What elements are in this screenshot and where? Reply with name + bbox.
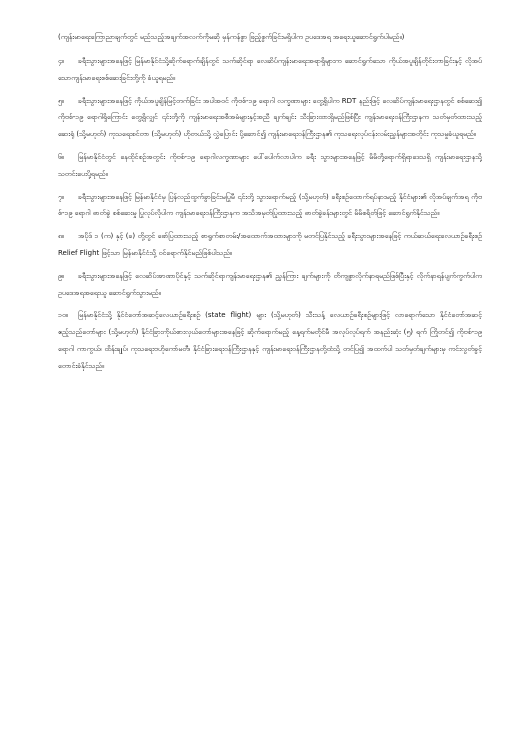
paragraph-9: [58, 268, 482, 302]
paragraph-text: ခရီးသွားများအနေဖြင့် ကိုယ်အပူချိန်မြင့်တက်ခြင်း အပါအဝင် ကိုဗစ်-၁၉ ရောဂါ လက္ခဏာများ တွေ့ရှိပါက RDT နည်းဖြင့် လေဆိပ်ကျန်းမာရေးဌာနတွင် စစ်ဆေး၍ ကိုဗစ်-၁၉ ရောဂါရှိကြောင်း တွေ့ရှိလျှင် ၎င်းတို့ကို ကျန်းမာရေးအစီအမံများနှင့်အညီ ချက်ချင်း သီးခြားထားရှိမည်ဖြစ်ပြီး ကျန်းမာရေးဝန်ကြီးဌာနက သတ်မှတ်ထားသည့် ဆေးရုံ (သို့မဟုတ်) ကုသရေးစင်တာ (သို့မဟုတ်) ဟိုတယ်သို့ လွှဲပြောင်း ပို့ဆောင်၍ ကျန်းမာရေးဝန်ကြီးဌာန၏ ကုသရေးလုပ်ငန်းလမ်းညွှန်များအတိုင်း ကုသမှုခံယူရမည်။: [58, 96, 482, 139]
paragraph-8: [58, 228, 482, 262]
paragraph-number: ၈။: [58, 232, 65, 241]
paragraph-number: ၆။: [58, 152, 65, 161]
paragraph-number: ၇။: [58, 192, 65, 201]
paragraph-10: [58, 307, 482, 374]
paragraph-number: ၉။: [58, 271, 65, 280]
document-page: [58, 30, 482, 720]
paragraph-number: ၄။: [58, 57, 65, 65]
paragraph-number: ၁၀။: [58, 311, 68, 320]
paragraph-5: [58, 93, 482, 143]
paragraph-text: မြန်မာနိုင်ငံတွင် နေထိုင်စဉ်အတွင်း ကိုဗစ်-၁၉ ရောဂါလက္ခဏာများ ပေါ်ပေါက်လာပါက ခရီး သွားများအနေဖြင့် မိမိတို့ရောက်ရှိရာဒေသရှိ ကျန်းမာရေးဌာနသို့ သတင်းပေးပို့ရမည်။: [58, 152, 482, 178]
paragraph-text: ခရီးသွားများအနေဖြင့် မြန်မာနိုင်ငံသို့ဆိုက်ရောက်ချိန်တွင် သက်ဆိုင်ရာ လေဆိပ်ကျန်းမာရေးအရာရှိများက ဆောင်ရွက်သော ကိုယ်အပူချိန်တိုင်းတာခြင်းနှင့် လိုအပ်သောကျန်းမာရေးစစ်ဆေးခြင်းတို့ကို ခံယူရမည်။: [58, 57, 482, 82]
paragraph-text: မြန်မာနိုင်ငံသို့ နိုင်ငံတော်အဆင့်လေယာဉ်ခရီးစဉ် (state flight) များ (သို့မဟုတ်) သီးသန့် လေယာဉ်ခရီးစဉ်များဖြင့် လာရောက်သော နိုင်ငံတော်အဆင့် ဧည့်သည်တော်များ (သို့မဟုတ်) နိုင်ငံခြားကိုယ်စားလှယ်တော်များအနေဖြင့် ဆိုက်ရောက်မည့် နေ့ရက်မတိုင်မီ အလုပ်လုပ်ရက် အနည်းဆုံး (၅) ရက် ကြိုတင်၍ ကိုဗစ်-၁၉ ရောဂါ ကာကွယ်၊ ထိန်းချုပ်၊ ကုသရေးဗဟိုကော်မတီ၊ နိုင်ငံခြားရေးဝန်ကြီးဌာနနှင့် ကျန်းမာရေးဝန်ကြီးဌာနတို့ထံသို့ တင်ပြ၍ အထက်ပါ သတ်မှတ်ချက်များမှ ကင်းလွတ်ခွင့် တောင်းခံနိုင်သည်။: [58, 311, 482, 370]
paragraph-text: ခရီးသွားများအနေဖြင့် မြန်မာနိုင်ငံမှ ပြန်လည်ထွက်ခွာခြင်းမပြုမီ ၎င်းတို့ သွားရောက်မည့် (သို့မဟုတ်) ခရီးစဉ်ထောက်ရပ်နားမည့် နိုင်ငံများ၏ လိုအပ်ချက်အရ ကိုဗစ်-၁၉ ရောဂါ ဓာတ်ခွဲ စစ်ဆေးမှု ပြုလုပ်လိုပါက ကျန်းမာရေးဝန်ကြီးဌာနက အသိအမှတ်ပြုထားသည့် ဓာတ်ခွဲခန်းများတွင် မိမိစရိတ်ဖြင့် ဆောင်ရွက်နိုင်သည်။: [58, 192, 482, 218]
paragraph-4: [58, 53, 482, 87]
paragraph-6: [58, 149, 482, 183]
intro-note: (ကျန်းမာရေးကြောညာချက်တွင် မည်သည့်အချက်အလက်ကိုမဆို မှန်ကန်စွာ ဖြည့်စွက်ခြင်းမရှိပါက ဥပဒေအရ အရေးယူဆောင်ရွက်ပါမည်။): [58, 33, 405, 41]
paragraph-text: အပိုဒ် ၁ (က) နှင့် (ခ) တို့တွင် ဖော်ပြထားသည့် စာရွက်စာတမ်း/အထောက်အထားများကို မတင်ပြနိုင်သည့် ခရီးသွားများအနေဖြင့် ကယ်ဆယ်ရေးလေယာဉ်ခရီးစဉ် Relief Flight ဖြင့်သာ မြန်မာနိုင်ငံသို့ ဝင်ရောက်နိုင်မည်ဖြစ်ပါသည်။: [58, 232, 482, 257]
paragraph-number: ၅။: [58, 96, 65, 105]
paragraph-text: ခရီးသွားများအနေဖြင့် လေဆိပ်အာဏာပိုင်နှင့် သက်ဆိုင်ရာကျန်းမာရေးဌာန၏ ညွှန်ကြား ချက်များကို တိကျစွာလိုက်နာရမည်ဖြစ်ပြီးနှင့် လိုက်နာရန်ပျက်ကွက်ပါက ဥပဒေအရအရေးယူ ဆောင်ရွက်သွားမည်။: [58, 271, 482, 297]
paragraph-7: [58, 189, 482, 223]
